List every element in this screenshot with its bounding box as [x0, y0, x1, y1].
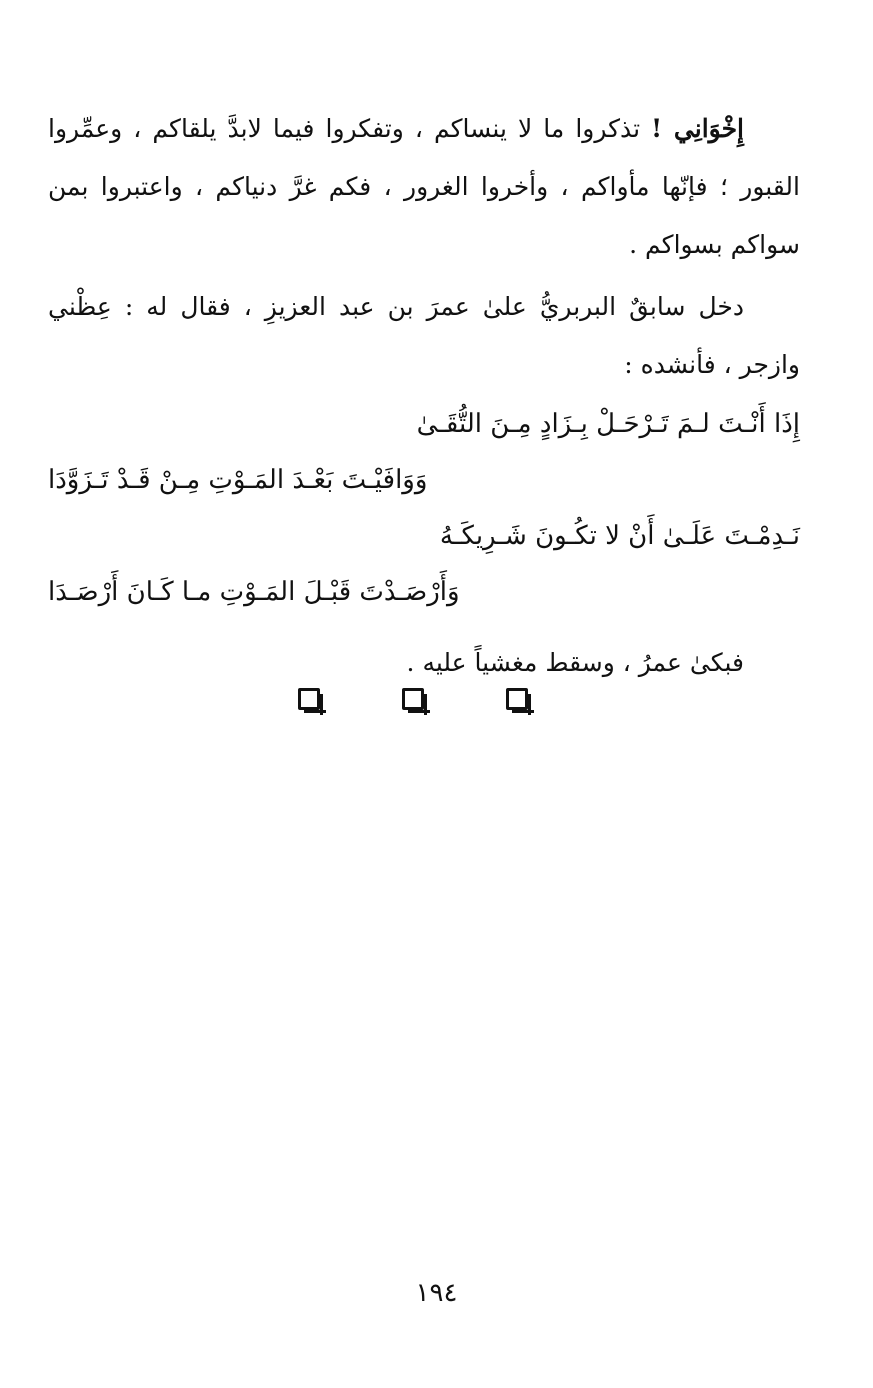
verse-1-first-hemistich: إِذَا أَنْـتَ لـمَ تَـرْحَـلْ بِـزَادٍ مِـنَ التُّقَـىٰ	[416, 409, 800, 439]
page-number: ١٩٤	[415, 1278, 458, 1308]
page-body	[48, 100, 800, 692]
separator-square-icon	[506, 688, 528, 710]
verse-2-second-hemistich: وَأَرْصَـدْتَ قَبْـلَ المَـوْتِ مـا كَـانَ أَرْصَـدَا	[48, 577, 460, 607]
paragraph-lead-word: إِخْوَانِي !	[651, 114, 744, 143]
verse-2-first-hemistich: نَـدِمْـتَ عَلَـىٰ أَنْ لا تكُـونَ شَـرِيكَـهُ	[439, 521, 800, 551]
separator-square-icon	[402, 688, 424, 710]
poem	[48, 396, 800, 620]
separator-square-icon	[298, 688, 320, 710]
section-separator	[0, 688, 873, 722]
paragraph-narration: دخل سابقٌ البربريُّ علىٰ عمرَ بن عبد العزيزِ ، فقال له : عِظْني وازجر ، فأنشده :	[48, 292, 800, 379]
closing-sentence: فبكىٰ عمرُ ، وسقط مغشياً عليه .	[406, 648, 744, 677]
paragraph-exhortation	[48, 100, 800, 274]
paragraph-exhortation-text: تذكروا ما لا ينساكم ، وتفكروا فيما لابدَّ يلقاكم ، وعمِّروا القبور ؛ فإنّها مأواكم ، وأخروا الغرور ، فكم غرَّ دنياكم ، واعتبروا بمن سواكم بسواكم .	[48, 114, 800, 259]
verse-1-second-hemistich: وَوَافَيْـتَ بَعْـدَ المَـوْتِ مِـنْ قَـدْ تَـزَوَّدَا	[48, 465, 428, 495]
